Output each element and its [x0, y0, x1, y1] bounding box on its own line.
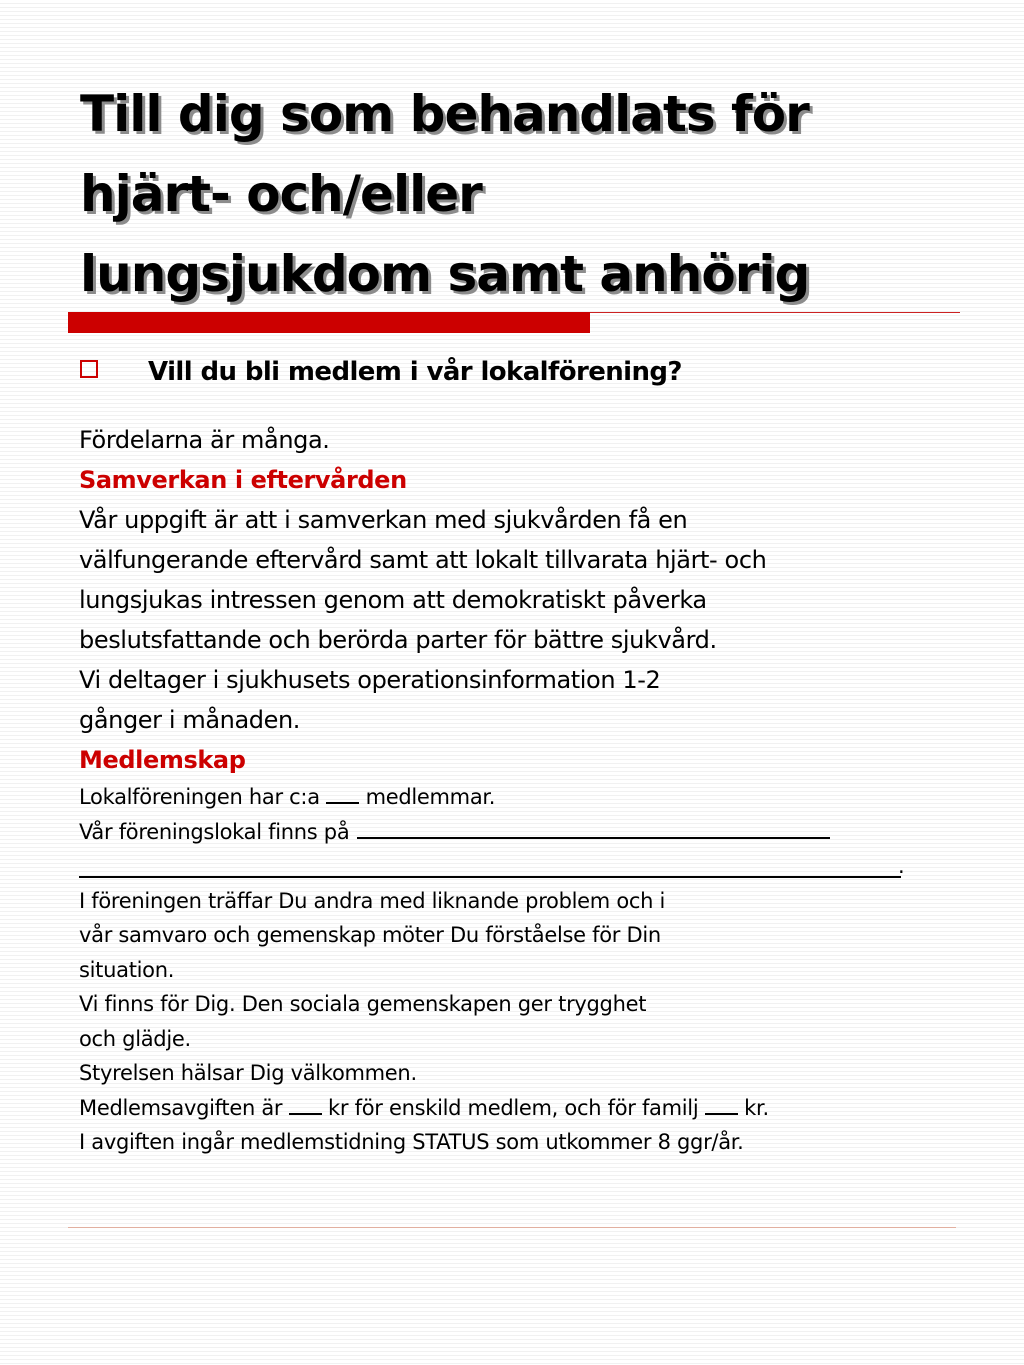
fee-line: [79, 1091, 959, 1126]
single-fee-blank[interactable]: [289, 1095, 322, 1115]
fee-part-3: kr.: [744, 1095, 769, 1120]
section1-line: Vi deltager i sjukhusets operationsinformation 1-2: [79, 666, 661, 694]
title-line-3: lungsjukdom samt anhörig: [80, 245, 810, 303]
intro-text: Fördelarna är många.: [79, 426, 330, 454]
section-heading-samverkan: Samverkan i eftervården: [79, 466, 407, 494]
bullet-question-text: Vill du bli medlem i vår lokalförening?: [148, 357, 682, 387]
section-heading-medlemskap: Medlemskap: [79, 746, 246, 774]
title-accent-bar: [68, 312, 590, 333]
location-continuation-line: [79, 849, 959, 884]
title-line-1: Till dig som behandlats för: [80, 85, 809, 143]
title-line-2: hjärt- och/eller: [80, 165, 482, 223]
body-text: [79, 420, 959, 1160]
location-continuation-blank[interactable]: [79, 876, 901, 878]
section1-line: välfungerande eftervård samt att lokalt tillvarata hjärt- och: [79, 546, 767, 574]
location-end-period: .: [898, 854, 905, 878]
members-count-line: [79, 780, 959, 815]
paragraph-line: I föreningen träffar Du andra med liknande problem och i: [79, 888, 666, 913]
members-suffix: medlemmar.: [365, 785, 496, 809]
section1-line: beslutsfattande och berörda parter för bättre sjukvård.: [79, 626, 717, 654]
title-divider-line: [590, 312, 960, 313]
paragraph-line: vår samvaro och gemenskap möter Du förståelse för Din: [79, 923, 661, 947]
status-magazine-line: I avgiften ingår medlemstidning STATUS som utkommer 8 ggr/år.: [79, 1130, 744, 1154]
location-prefix: Vår föreningslokal finns på: [79, 819, 350, 844]
paragraph-line: situation.: [79, 957, 175, 982]
page-title: [80, 74, 980, 314]
fee-part-1: Medlemsavgiften är: [79, 1095, 283, 1120]
members-prefix: Lokalföreningen har c:a: [79, 785, 320, 809]
bullet-question: [80, 352, 960, 396]
paragraph-line: Styrelsen hälsar Dig välkommen.: [79, 1061, 417, 1085]
section1-line: lungsjukas intressen genom att demokratiskt påverka: [79, 586, 707, 614]
section1-line: Vår uppgift är att i samverkan med sjukvården få en: [79, 506, 688, 534]
section1-line: gånger i månaden.: [79, 706, 300, 734]
family-fee-blank[interactable]: [705, 1095, 738, 1115]
fee-part-2: kr för enskild medlem, och för familj: [328, 1095, 699, 1120]
hollow-square-bullet-icon: [80, 360, 98, 378]
location-line: [79, 815, 959, 850]
location-blank[interactable]: [357, 819, 830, 839]
footer-divider-line: [68, 1227, 956, 1228]
members-count-blank[interactable]: [326, 784, 359, 804]
paragraph-line: Vi finns för Dig. Den sociala gemenskapen ger trygghet: [79, 992, 647, 1016]
paragraph-line: och glädje.: [79, 1026, 191, 1051]
